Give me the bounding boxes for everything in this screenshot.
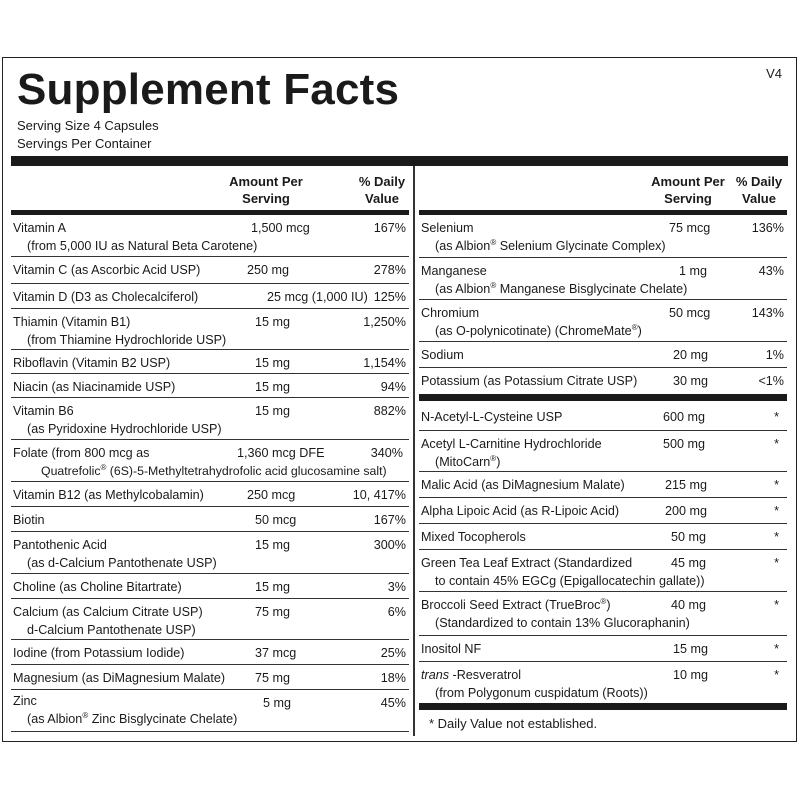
nutrient-source: (MitoCarn®) — [435, 453, 501, 469]
column-divider — [413, 166, 415, 736]
nutrient-row — [419, 662, 787, 710]
nutrient-name: Niacin (as Niacinamide USP) — [13, 380, 176, 394]
column-header — [419, 166, 787, 215]
nutrient-dv: 43% — [758, 264, 784, 278]
nutrient-source: (from Thiamine Hydrochloride USP) — [27, 333, 227, 347]
nutrient-name: Magnesium (as DiMagnesium Malate) — [13, 671, 226, 685]
nutrient-amount: 25 mcg (1,000 IU) — [267, 290, 368, 304]
nutrient-name: Choline (as Choline Bitartrate) — [13, 580, 182, 594]
nutrient-source: to contain 45% EGCg (Epigallocatechin gallate)) — [435, 574, 705, 588]
nutrient-dv: 143% — [751, 306, 784, 320]
nutrient-row — [419, 472, 787, 498]
dv-header-line2: Value — [742, 191, 776, 206]
nutrient-dv: * — [774, 642, 779, 656]
nutrient-row — [11, 284, 409, 309]
page-title: Supplement Facts — [17, 65, 400, 114]
nutrient-source: (Standardized to contain 13% Glucoraphanin) — [435, 616, 690, 630]
nutrient-row — [419, 498, 787, 524]
nutrient-source: (from Polygonum cuspidatum (Roots)) — [435, 686, 648, 700]
nutrient-source: d-Calcium Pantothenate USP) — [27, 623, 196, 637]
nutrient-amount: 15 mg — [255, 404, 291, 418]
nutrient-row — [11, 257, 409, 284]
nutrient-name: Alpha Lipoic Acid (as R-Lipoic Acid) — [421, 504, 620, 518]
nutrient-dv: 1,154% — [363, 356, 406, 370]
nutrient-row — [11, 350, 409, 374]
nutrient-row — [419, 636, 787, 662]
nutrient-row — [11, 215, 409, 257]
amount-header-line1: Amount Per — [229, 174, 303, 189]
nutrient-amount: 600 mg — [663, 410, 706, 424]
nutrient-name: Folate (from 800 mcg as — [13, 446, 150, 460]
nutrient-row — [11, 374, 409, 398]
amount-header — [643, 173, 733, 207]
nutrient-name: Inositol NF — [421, 642, 482, 656]
nutrient-dv: * — [774, 530, 779, 544]
nutrient-row — [419, 401, 787, 431]
nutrient-name: Zinc — [13, 694, 37, 708]
nutrient-row — [11, 532, 409, 574]
nutrient-amount: 15 mg — [255, 538, 291, 552]
header-bar — [11, 156, 788, 166]
nutrient-dv: 300% — [373, 538, 406, 552]
nutrient-amount: 50 mcg — [669, 306, 711, 320]
nutrient-name: Vitamin B6 — [13, 404, 74, 418]
nutrient-name: Vitamin B12 (as Methylcobalamin) — [13, 488, 204, 502]
nutrient-source: Quatrefolic® (6S)-5-Methyltetrahydrofolic acid glucosamine salt) — [41, 462, 387, 478]
nutrient-row — [419, 550, 787, 592]
nutrient-dv: 94% — [380, 380, 406, 394]
nutrient-name: Vitamin A — [13, 221, 66, 235]
nutrient-row — [11, 507, 409, 532]
nutrient-row — [419, 215, 787, 258]
nutrient-name: Riboflavin (Vitamin B2 USP) — [13, 356, 171, 370]
nutrient-dv: 1,250% — [363, 315, 406, 329]
nutrient-amount: 75 mg — [255, 671, 291, 685]
nutrient-dv: 125% — [373, 290, 406, 304]
nutrient-dv: 6% — [387, 605, 406, 619]
nutrient-source: (as Albion® Manganese Bisglycinate Chelate) — [435, 280, 688, 296]
nutrient-row — [11, 665, 409, 690]
nutrient-row — [419, 431, 787, 472]
nutrient-amount: 1,500 mcg — [251, 221, 310, 235]
nutrient-dv: * — [774, 556, 779, 570]
nutrient-dv: * — [774, 437, 779, 451]
nutrient-row — [11, 574, 409, 599]
nutrient-dv: 167% — [373, 221, 406, 235]
nutrient-dv: 18% — [380, 671, 406, 685]
nutrient-amount: 20 mg — [673, 348, 709, 362]
amount-header — [211, 173, 321, 207]
nutrient-row — [419, 368, 787, 401]
trans-resveratrol-label: trans -Resveratrol — [421, 668, 522, 682]
nutrient-source: (from 5,000 IU as Natural Beta Carotene) — [27, 239, 258, 253]
nutrient-row — [11, 599, 409, 640]
nutrient-name: Acetyl L-Carnitine Hydrochloride — [421, 437, 602, 451]
nutrient-row — [11, 398, 409, 440]
nutrient-amount: 15 mg — [255, 380, 291, 394]
nutrient-name — [421, 668, 521, 682]
nutrient-amount: 250 mcg — [247, 488, 296, 502]
nutrient-source: (as Albion® Zinc Bisglycinate Chelate) — [27, 710, 238, 726]
nutrient-dv: 1% — [765, 348, 784, 362]
nutrient-name: Mixed Tocopherols — [421, 530, 526, 544]
right-nutrient-column — [419, 166, 787, 740]
nutrient-row — [11, 482, 409, 507]
nutrient-dv: 25% — [380, 646, 406, 660]
footnote: * Daily Value not established. — [429, 716, 598, 731]
nutrient-row — [11, 690, 409, 732]
dv-header — [729, 173, 789, 207]
nutrient-amount: 15 mg — [255, 356, 291, 370]
nutrient-amount: 15 mg — [673, 642, 709, 656]
nutrient-dv: * — [774, 504, 779, 518]
nutrient-dv: <1% — [758, 374, 784, 388]
nutrient-amount: 10 mg — [673, 668, 709, 682]
nutrient-source: (as d-Calcium Pantothenate USP) — [27, 556, 217, 570]
nutrient-dv: 3% — [387, 580, 406, 594]
nutrient-source: (as Albion® Selenium Glycinate Complex) — [435, 237, 666, 253]
nutrient-source: (as O-polynicotinate) (ChromeMate®) — [435, 322, 642, 338]
amount-header-line1: Amount Per — [651, 174, 725, 189]
nutrient-dv: 10, 417% — [352, 488, 406, 502]
nutrient-name: Manganese — [421, 264, 487, 278]
servings-per-container: Servings Per Container — [17, 136, 152, 151]
amount-header-line2: Serving — [242, 191, 290, 206]
nutrient-row — [11, 640, 409, 665]
nutrient-dv: 136% — [751, 221, 784, 235]
nutrient-row — [419, 258, 787, 300]
nutrient-name: Biotin — [13, 513, 45, 527]
nutrient-name: Broccoli Seed Extract (TrueBroc®) — [421, 596, 611, 612]
nutrient-name: Vitamin D (D3 as Cholecalciferol) — [13, 290, 199, 304]
nutrient-dv: * — [774, 478, 779, 492]
nutrient-row — [419, 524, 787, 550]
nutrient-amount: 500 mg — [663, 437, 706, 451]
nutrient-name: Thiamin (Vitamin B1) — [13, 315, 131, 329]
amount-header-line2: Serving — [664, 191, 712, 206]
nutrient-amount: 15 mg — [255, 580, 291, 594]
nutrient-amount: 1,360 mcg DFE — [237, 446, 325, 460]
nutrient-dv: * — [774, 410, 779, 424]
nutrient-amount: 37 mcg — [255, 646, 297, 660]
nutrient-amount: 1 mg — [679, 264, 707, 278]
column-header — [11, 166, 409, 215]
nutrient-dv: 45% — [380, 696, 406, 710]
nutrient-row — [419, 342, 787, 368]
supplement-facts-panel — [2, 57, 797, 742]
nutrient-row — [11, 440, 409, 482]
dv-header — [347, 173, 417, 207]
nutrient-dv: 882% — [373, 404, 406, 418]
nutrient-amount: 250 mg — [247, 263, 290, 277]
version-label: V4 — [766, 66, 782, 81]
nutrient-amount: 15 mg — [255, 315, 291, 329]
nutrient-name: Green Tea Leaf Extract (Standardized — [421, 556, 633, 570]
nutrient-amount: 75 mg — [255, 605, 291, 619]
nutrient-dv: 167% — [373, 513, 406, 527]
nutrient-name: N-Acetyl-L-Cysteine USP — [421, 410, 563, 424]
nutrient-row — [419, 592, 787, 636]
nutrient-name: Selenium — [421, 221, 474, 235]
nutrient-amount: 75 mcg — [669, 221, 711, 235]
nutrient-amount: 200 mg — [665, 504, 708, 518]
nutrient-dv: * — [774, 598, 779, 612]
nutrient-source: (as Pyridoxine Hydrochloride USP) — [27, 422, 222, 436]
nutrient-name: Chromium — [421, 306, 480, 320]
nutrient-dv: 340% — [370, 446, 403, 460]
nutrient-dv: * — [774, 668, 779, 682]
nutrient-name: Calcium (as Calcium Citrate USP) — [13, 605, 203, 619]
nutrient-name: Iodine (from Potassium Iodide) — [13, 646, 185, 660]
nutrient-amount: 50 mcg — [255, 513, 297, 527]
nutrient-row — [419, 300, 787, 342]
nutrient-name: Potassium (as Potassium Citrate USP) — [421, 374, 638, 388]
dv-header-line1: % Daily — [358, 174, 406, 189]
nutrient-amount: 40 mg — [671, 598, 707, 612]
nutrient-amount: 5 mg — [263, 696, 291, 710]
nutrient-dv: 278% — [373, 263, 406, 277]
nutrient-amount: 30 mg — [673, 374, 709, 388]
nutrient-name: Pantothenic Acid — [13, 538, 107, 552]
nutrient-amount: 50 mg — [671, 530, 707, 544]
nutrient-name: Malic Acid (as DiMagnesium Malate) — [421, 478, 625, 492]
footnote-area — [419, 710, 787, 740]
dv-header-line2: Value — [365, 191, 399, 206]
serving-size: Serving Size 4 Capsules — [17, 118, 159, 133]
nutrient-amount: 215 mg — [665, 478, 708, 492]
left-nutrient-column — [11, 166, 409, 732]
nutrient-row — [11, 309, 409, 350]
dv-header-line1: % Daily — [735, 174, 783, 189]
nutrient-amount: 45 mg — [671, 556, 707, 570]
nutrient-name: Sodium — [421, 348, 464, 362]
nutrient-name: Vitamin C (as Ascorbic Acid USP) — [13, 263, 201, 277]
